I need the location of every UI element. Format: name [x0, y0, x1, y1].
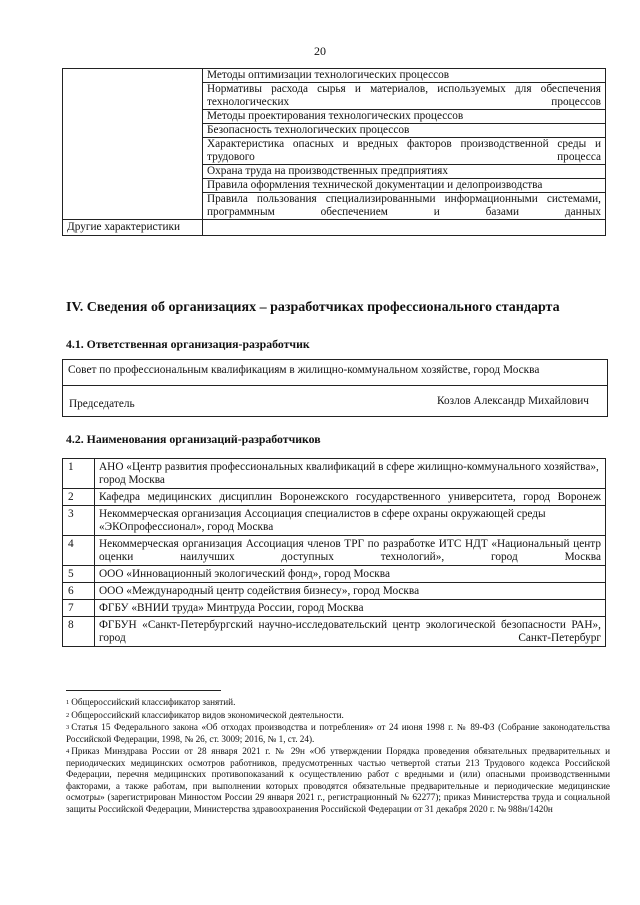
table-cell: Методы проектирования технологических процессов	[203, 110, 606, 124]
footnote-text: Приказ Минздрава России от 28 января 2021 г. № 29н «Об утверждении Порядка проведения обязательных предварительных и периодических медицинских осмотров работников, предусмотренных частью четвертой статьи 213 Трудового кодекса Российской Федерации, перечня медицинских противопоказаний к осуществлению работ с вредными и (или) опасными производственными факторами, а также работам, при выполнении которых проводятся обязательные предварительные и периодические медицинские осмотры» (зарегистрирован Минюстом России 29 января 2021 г., регистрационный № 62277); приказ Министерства труда и социальной защиты Российской Федерации, Министерства здравоохранения Российской Федерации от 31 декабря 2020 г. № 988н/1420н	[66, 746, 610, 814]
footnote-marker: 1	[66, 699, 70, 706]
row-number: 1	[63, 459, 95, 489]
developer-row	[63, 459, 606, 489]
developer-row	[63, 506, 606, 536]
footnote	[66, 746, 610, 815]
developer-name: Некоммерческая организация Ассоциация членов ТРГ по разработке ИТС НДТ «Национальный центр оценки наилучших доступных технологий», город Москва	[95, 536, 606, 566]
row-number: 4	[63, 536, 95, 566]
footnote-marker: 4	[66, 748, 70, 755]
developer-row	[63, 566, 606, 583]
chairman-label: Председатель	[69, 398, 135, 410]
developer-name: Некоммерческая организация Ассоциация специалистов в сфере охраны окружающей среды «ЭКОпрофессионал», город Москва	[95, 506, 606, 536]
subsection-title-developers: 4.2. Наименования организаций-разработчиков	[66, 432, 321, 446]
table-cell: Нормативы расхода сырья и материалов, используемых для обеспечения технологических процессов	[203, 83, 606, 110]
footnote-marker: 3	[66, 724, 70, 731]
developer-row	[63, 489, 606, 506]
footnote-separator	[66, 690, 221, 691]
chairman-name: Козлов Александр Михайлович	[437, 395, 589, 407]
signature-row	[63, 386, 607, 416]
page-number: 20	[314, 44, 326, 58]
table-cell: Методы оптимизации технологических процессов	[203, 69, 606, 83]
footnote	[66, 722, 610, 745]
developer-row	[63, 536, 606, 566]
table-cell: Охрана труда на производственных предприятиях	[203, 165, 606, 179]
knowledge-table	[62, 68, 606, 236]
footnote-text: Статья 15 Федерального закона «Об отходах производства и потребления» от 24 июня 1998 г. № 89-ФЗ (Собрание законодательства Российской Федерации, 1998, № 26, ст. 3009; 2016, № 1, ст. 24).	[66, 722, 610, 744]
footnote-marker: 2	[66, 711, 70, 719]
developer-name: ФГБУ «ВНИИ труда» Минтруда России, город Москва	[95, 600, 606, 617]
row-number: 8	[63, 617, 95, 647]
other-characteristics-value	[203, 220, 606, 236]
other-characteristics-label: Другие характеристики	[63, 220, 203, 236]
subsection-title-responsible: 4.1. Ответственная организация-разработчик	[66, 337, 310, 351]
developer-name: ООО «Международный центр содействия бизнесу», город Москва	[95, 583, 606, 600]
developers-table	[62, 458, 606, 647]
developer-row	[63, 583, 606, 600]
row-number: 3	[63, 506, 95, 536]
table-row	[63, 69, 606, 83]
developer-name: ФГБУН «Санкт-Петербургский научно-исследовательский центр экологической безопасности РАН», город Санкт-Петербург	[95, 617, 606, 647]
table-cell: Правила оформления технической документации и делопроизводства	[203, 179, 606, 193]
section-title: IV. Сведения об организациях – разработчиках профессионального стандарта	[66, 300, 560, 315]
developer-row	[63, 617, 606, 647]
footnote-text: Общероссийский классификатор занятий.	[71, 697, 236, 707]
table-cell: Безопасность технологических процессов	[203, 124, 606, 138]
developer-name: Кафедра медицинских дисциплин Воронежского государственного университета, город Воронеж	[95, 489, 606, 506]
footnote	[66, 697, 610, 709]
footnote	[66, 710, 610, 722]
table-row-other	[63, 220, 606, 236]
table-cell-empty	[63, 69, 203, 220]
row-number: 2	[63, 489, 95, 506]
responsible-org-box	[62, 359, 608, 417]
row-number: 7	[63, 600, 95, 617]
footnotes	[66, 697, 610, 816]
developer-row	[63, 600, 606, 617]
table-cell: Правила пользования специализированными информационными системами, программным обеспечением и базами данных	[203, 193, 606, 220]
developer-name: ООО «Инновационный экологический фонд», город Москва	[95, 566, 606, 583]
row-number: 5	[63, 566, 95, 583]
row-number: 6	[63, 583, 95, 600]
responsible-org-name: Совет по профессиональным квалификациям в жилищно-коммунальном хозяйстве, город Москва	[63, 360, 607, 386]
table-cell: Характеристика опасных и вредных факторов производственной среды и трудового процесса	[203, 138, 606, 165]
footnote-text: Общероссийский классификатор видов экономической деятельности.	[71, 709, 344, 720]
developer-name: АНО «Центр развития профессиональных квалификаций в сфере жилищно-коммунального хозяйства», город Москва	[95, 459, 606, 489]
